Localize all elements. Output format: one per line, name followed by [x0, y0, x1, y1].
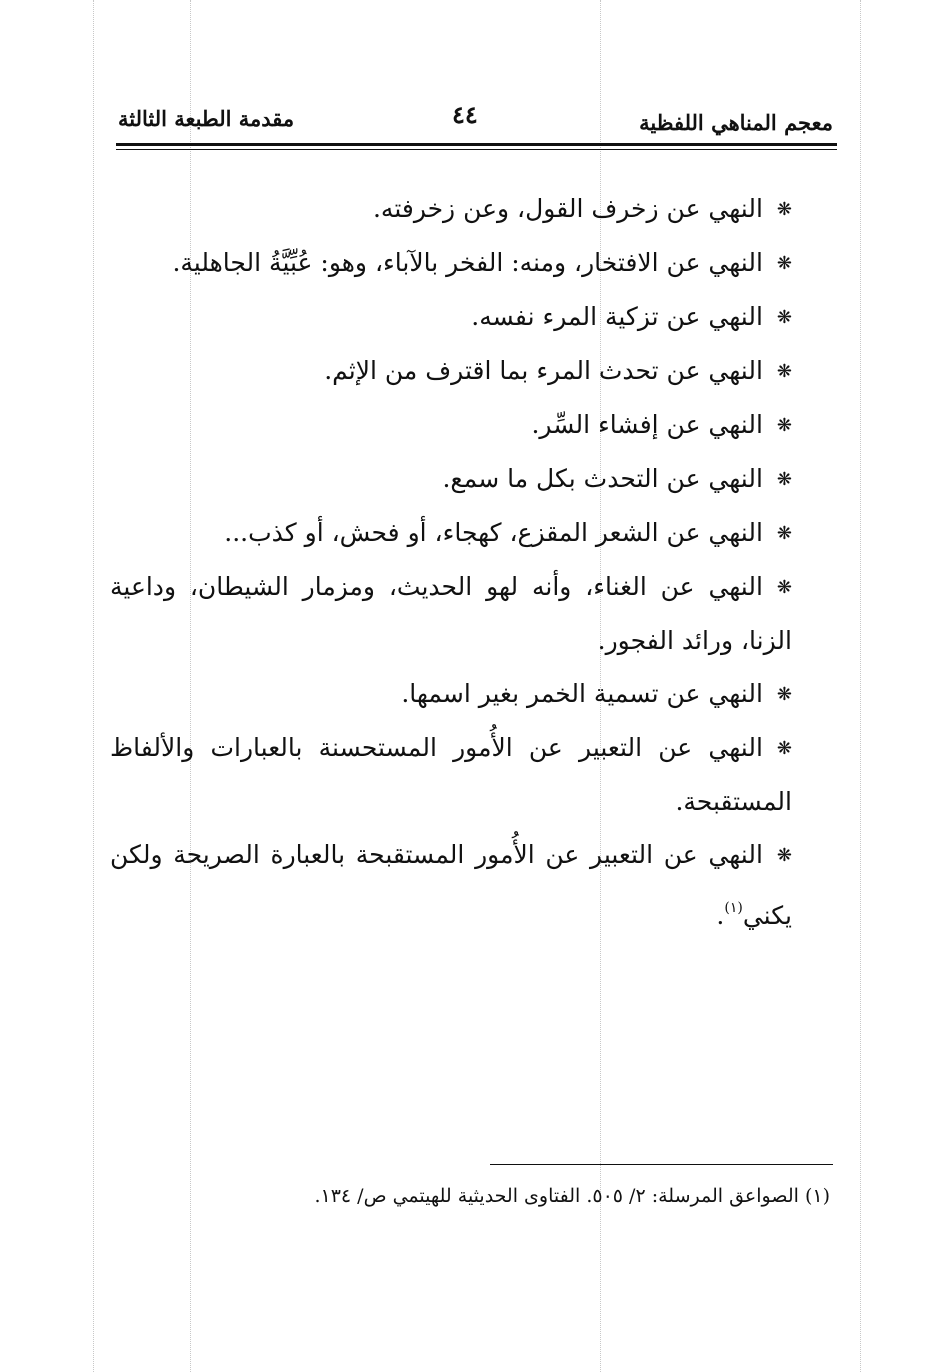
bullet-star-icon: ❋: [776, 845, 792, 866]
margin-guide: [93, 0, 94, 1372]
item-text: النهي عن الغناء، وأنه لهو الحديث، ومزمار الشيطان، وداعية الزنا، ورائد الفجور.: [110, 572, 792, 655]
main-text: [110, 182, 832, 942]
bullet-star-icon: ❋: [776, 684, 792, 705]
section-title: مقدمة الطبعة الثالثة: [118, 106, 295, 131]
bullet-star-icon: ❋: [776, 307, 792, 328]
bullet-star-icon: ❋: [776, 253, 792, 274]
header-rule-thin: [116, 149, 837, 150]
item-text: النهي عن التعبير عن الأُمور المستقبحة بالعبارة الصريحة ولكن يكني: [110, 840, 792, 930]
list-item: [110, 560, 832, 667]
bullet-star-icon: ❋: [776, 361, 792, 382]
list-item: [110, 398, 832, 452]
footnote-reference: (١): [724, 900, 743, 916]
bullet-star-icon: ❋: [776, 469, 792, 490]
list-item: [110, 344, 832, 398]
bullet-star-icon: ❋: [776, 738, 792, 759]
footnote: (١) الصواعق المرسلة: ٢/ ٥٠٥. الفتاوى الحديثية للهيتمي ص/ ١٣٤.: [314, 1185, 830, 1207]
book-title: معجم المناهي اللفظية: [639, 110, 833, 135]
bullet-star-icon: ❋: [776, 577, 792, 598]
item-text: النهي عن تزكية المرء نفسه.: [471, 302, 763, 331]
item-text: النهي عن زخرف القول، وعن زخرفته.: [372, 194, 763, 223]
item-text: النهي عن التعبير عن الأُمور المستحسنة بالعبارات والألفاظ المستقبحة.: [110, 733, 792, 816]
item-text: النهي عن التحدث بكل ما سمع.: [442, 464, 763, 493]
list-item: [110, 506, 832, 560]
bullet-star-icon: ❋: [776, 415, 792, 436]
footnote-rule: [490, 1164, 833, 1165]
item-text: النهي عن الافتخار، ومنه: الفخر بالآباء، وهو: عُبِّيَّةُ الجاهلية.: [172, 248, 763, 277]
bullet-star-icon: ❋: [776, 523, 792, 544]
item-text: النهي عن تسمية الخمر بغير اسمها.: [401, 679, 763, 708]
item-end-punctuation: .: [716, 901, 725, 930]
running-header: [112, 100, 837, 140]
list-item: [110, 721, 832, 828]
list-item: [110, 182, 832, 236]
list-item: [110, 667, 832, 721]
list-item: [110, 236, 832, 290]
list-item: [110, 828, 832, 942]
list-item: [110, 290, 832, 344]
item-text: النهي عن إفشاء السِّر.: [531, 410, 763, 439]
item-text: النهي عن تحدث المرء بما اقترف من الإثم.: [324, 356, 763, 385]
page-number: ٤٤: [452, 100, 478, 129]
list-item: [110, 452, 832, 506]
header-rule-thick: [116, 143, 837, 146]
item-text: النهي عن الشعر المقزع، كهجاء، أو فحش، أو كذب...: [224, 518, 763, 547]
bullet-star-icon: ❋: [776, 199, 792, 220]
margin-guide: [860, 0, 861, 1372]
